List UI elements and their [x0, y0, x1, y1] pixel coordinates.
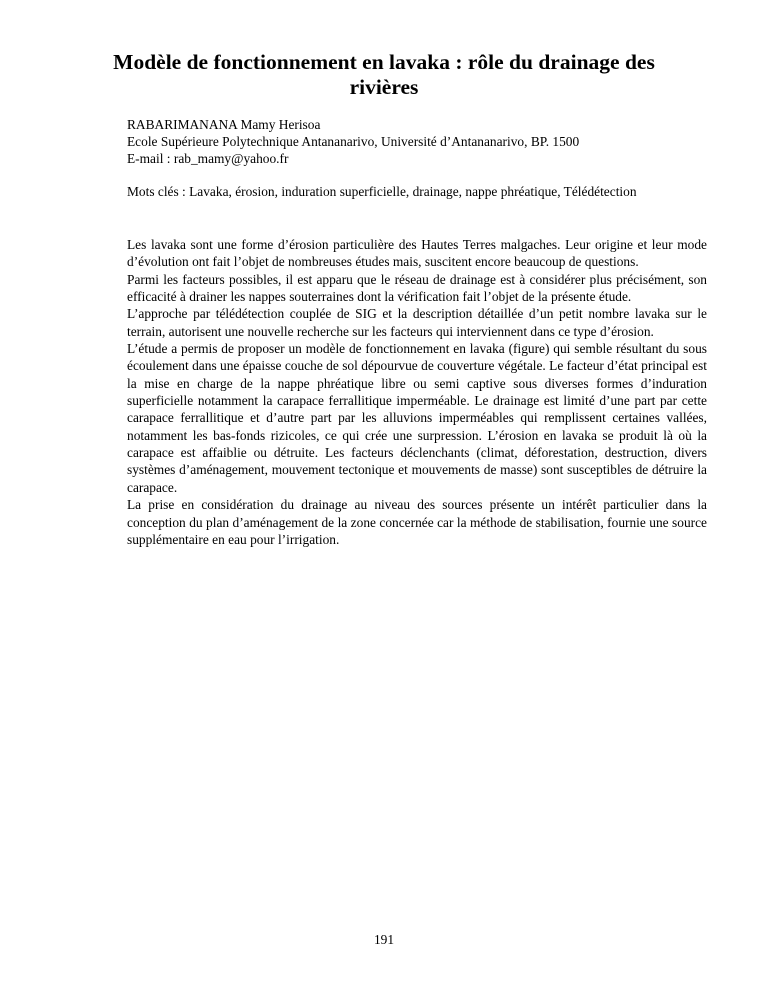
paragraph: Parmi les facteurs possibles, il est apparu que le réseau de drainage est à considérer plus précisément, son efficacité à drainer les nappes souterraines dont la vérification fait l’objet de la présente étude.: [127, 271, 707, 305]
paragraph: L’approche par télédétection couplée de SIG et la description détaillée d’un petit nombre lavaka sur le terrain, autorisent une nouvelle recherche sur les facteurs qui interviennent dans ce type d’érosion.: [127, 306, 707, 339]
paragraph: La prise en considération du drainage au niveau des sources présente un intérêt particulier dans la conception du plan d’aménagement de la zone concernée car la méthode de stabilisation, fournie une source supplémentaire en eau pour l’irrigation.: [127, 497, 707, 547]
page-number: 191: [373, 932, 395, 947]
paper-title: Modèle de fonctionnement en lavaka : rôle du drainage des rivières: [113, 50, 655, 99]
author-block: [127, 116, 707, 167]
abstract-body: [127, 236, 707, 548]
author-email: E-mail : rab_mamy@yahoo.fr: [127, 151, 289, 166]
keywords: Mots clés : Lavaka, érosion, induration superficielle, drainage, nappe phréatique, Télédétection: [127, 184, 637, 199]
paragraph: L’étude a permis de proposer un modèle de fonctionnement en lavaka (figure) qui semble résultant du sous écoulement dans une épaisse couche de sol dépourvue de couverture végétale. Le facteur d’état principal est la mise en charge de la nappe phréatique libre ou semi captive sous diverses formes d’induration superficielle notamment la carapace ferrallitique imperméable. Le drainage est limité d’une part par cette carapace ferrallitique et d’autre part par les alluvions imperméables qui remplissent certaines vallées, notamment les bas-fonds rizicoles, ce qui crée une surpression. L’érosion en lavaka se produit là où la carapace est affaiblie ou détruite. Les facteurs déclenchants (climat, déforestation, destruction, divers systèmes d’aménagement, mouvement tectonique et mouvements de masse) sont susceptibles de détruire la carapace.: [127, 341, 707, 495]
author-name: RABARIMANANA Mamy Herisoa: [127, 117, 321, 132]
author-affiliation: Ecole Supérieure Polytechnique Antananarivo, Université d’Antananarivo, BP. 1500: [127, 134, 580, 149]
paragraph: Les lavaka sont une forme d’érosion particulière des Hautes Terres malgaches. Leur origine et leur mode d’évolution ont fait l’objet de nombreuses études mais, suscitent encore beaucoup de questions.: [127, 237, 707, 270]
